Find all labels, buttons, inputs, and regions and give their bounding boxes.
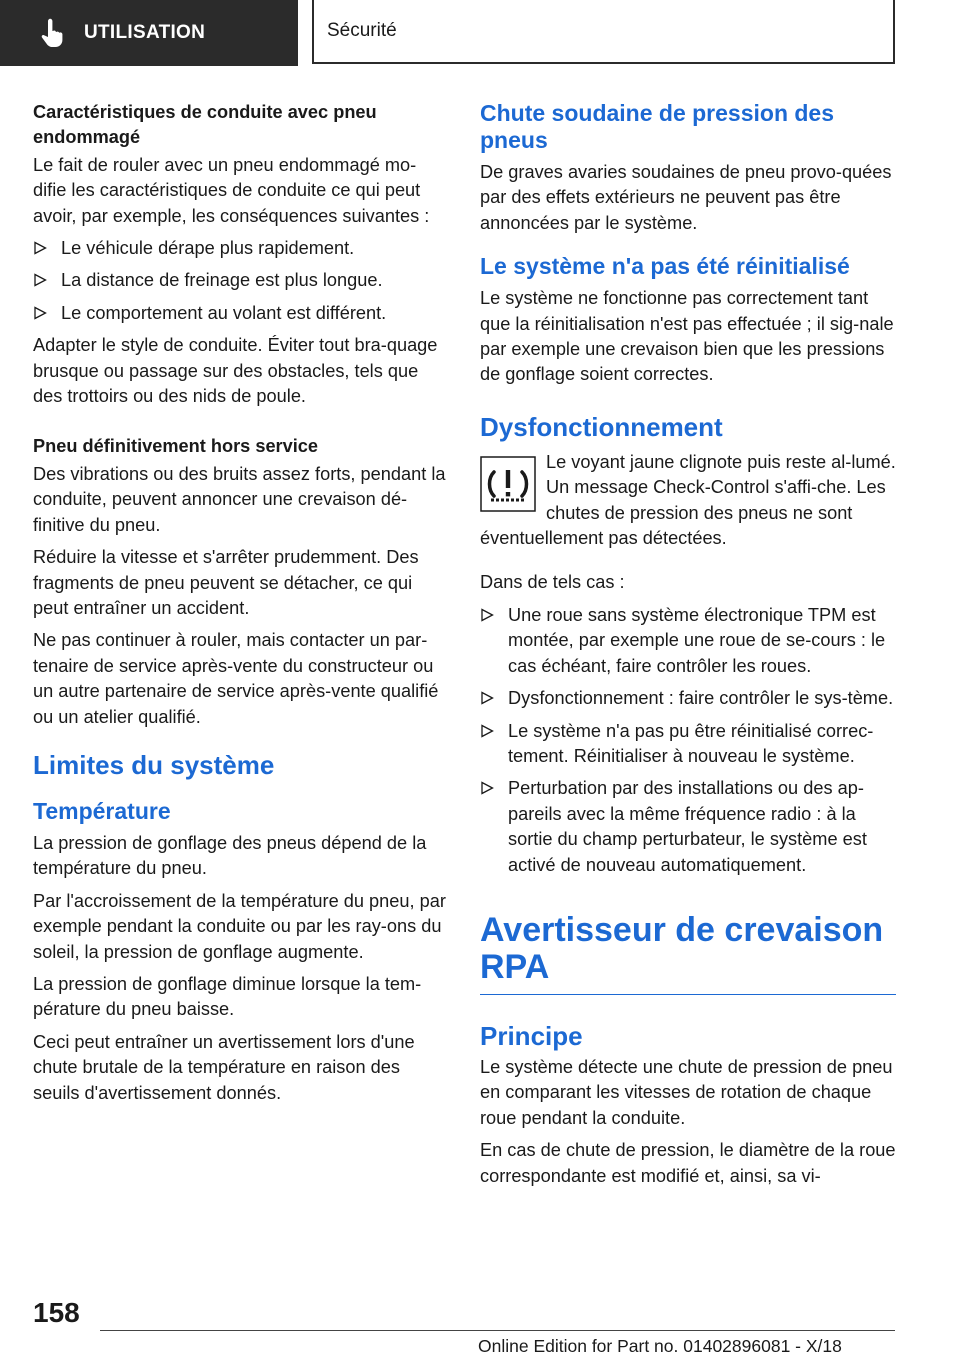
- footer-divider: [100, 1330, 895, 1331]
- triangle-right-icon: [33, 241, 47, 255]
- temperature-paragraph-4: Ceci peut entraîner un avertissement lors d'une chute brutale de la température en raison des seuils d'avertissement donnés.: [33, 1031, 415, 1103]
- list-item: [480, 719, 896, 770]
- right-column: [480, 100, 896, 1196]
- damaged-tire-heading: Caractéristiques de conduite avec pneu endommagé: [33, 102, 377, 148]
- principle-heading: Principe: [480, 1020, 583, 1051]
- triangle-right-icon: [480, 608, 494, 622]
- hand-pointer-icon: [40, 18, 66, 48]
- not-reset-heading: Le système n'a pas été réinitialisé: [480, 253, 850, 280]
- triangle-right-icon: [480, 691, 494, 705]
- list-item: [480, 776, 896, 878]
- list-item-text: Une roue sans système électronique TPM est montée, par exemple une roue de se-cours : le cas échéant, faire contrôler les roues.: [508, 604, 886, 676]
- cases-list: [480, 603, 896, 878]
- list-item-text: La distance de freinage est plus longue.: [61, 270, 383, 291]
- section-tab: [0, 0, 298, 66]
- cases-paragraph: Dans de tels cas :: [480, 572, 625, 593]
- chapter-box: [312, 0, 895, 64]
- triangle-right-icon: [33, 273, 47, 287]
- section-label: UTILISATION: [84, 22, 206, 43]
- out-of-service-paragraph-2: Réduire la vitesse et s'arrêter prudemment. Des fragments de pneu peuvent se détacher, ce qui peut entraîner un accident.: [33, 547, 419, 618]
- rpa-heading: Avertisseur de crevaison RPA: [480, 912, 896, 995]
- malfunction-paragraph: Le voyant jaune clignote puis reste al-lumé. Un message Check-Control s'affi-che. Les chutes de pression des pneus ne sont éventuellement pas détectées.: [480, 451, 896, 549]
- temperature-paragraph-2: Par l'accroissement de la température du pneu, par exemple pendant la conduite ou par les ray-ons du soleil, la pression de gonflage augmente.: [33, 890, 446, 962]
- principle-paragraph-1: Le système détecte une chute de pression de pneu en comparant les vitesses de rotation de chaque roue pendant la conduite.: [480, 1056, 893, 1128]
- tire-pressure-warning-icon: [480, 456, 536, 512]
- out-of-service-paragraph-3: Ne pas continuer à rouler, mais contacter un par-tenaire de service après-vente du constructeur ou un autre partenaire de service après-vente qualifié ou un atelier qualifié.: [33, 630, 439, 727]
- list-item: [33, 268, 447, 293]
- triangle-right-icon: [480, 781, 494, 795]
- edition-note: Online Edition for Part no. 01402896081 - X/18: [478, 1336, 842, 1356]
- out-of-service-heading: Pneu définitivement hors service: [33, 436, 319, 457]
- list-item: [33, 236, 447, 261]
- not-reset-paragraph: Le système ne fonctionne pas correctement tant que la réinitialisation n'est pas effectuée ; il sig-nale par exemple une crevaison bien que les pressions de gonflage soient correctes.: [480, 288, 894, 385]
- list-item-text: Le véhicule dérape plus rapidement.: [61, 238, 355, 259]
- list-item: [480, 686, 896, 711]
- triangle-right-icon: [33, 306, 47, 320]
- list-item-text: Le système n'a pas pu être réinitialisé correc-tement. Réinitialiser à nouveau le système.: [508, 720, 874, 766]
- malfunction-heading: Dysfonctionnement: [480, 411, 723, 442]
- list-item-text: Le comportement au volant est différent.: [61, 302, 387, 323]
- page-number: 158: [33, 1297, 80, 1328]
- out-of-service-paragraph-1: Des vibrations ou des bruits assez forts, pendant la conduite, peuvent annoncer une crevaison dé-finitive du pneu.: [33, 463, 446, 535]
- chapter-label: Sécurité: [327, 20, 397, 41]
- list-item: [480, 603, 896, 679]
- list-item-text: Perturbation par des installations ou des ap-pareils avec la même fréquence radio : à la sortie du champ perturbateur, le système est activé de nouveau automatiquement.: [508, 778, 867, 875]
- damaged-tire-paragraph: Le fait de rouler avec un pneu endommagé mo-difie les caractéristiques de conduite ce qui peut avoir, par exemple, les conséquences suivantes :: [33, 154, 430, 226]
- list-item: [33, 301, 447, 326]
- damaged-tire-list: [33, 236, 447, 326]
- left-column: [33, 100, 447, 1113]
- temperature-paragraph-3: La pression de gonflage diminue lorsque la tem-pérature du pneu baisse.: [33, 973, 422, 1020]
- list-item-text: Dysfonctionnement : faire contrôler le sys-tème.: [508, 688, 894, 709]
- adapt-driving-paragraph: Adapter le style de conduite. Éviter tout bra-quage brusque ou passage sur des obstacles, tels que des trottoirs ou des nids de poule.: [33, 335, 438, 407]
- triangle-right-icon: [480, 724, 494, 738]
- temperature-paragraph-1: La pression de gonflage des pneus dépend de la température du pneu.: [33, 832, 427, 879]
- temperature-heading: Température: [33, 797, 171, 824]
- malfunction-block: [480, 450, 896, 559]
- principle-paragraph-2: En cas de chute de pression, le diamètre de la roue correspondante est modifié et, ainsi, sa vi-: [480, 1140, 896, 1186]
- sudden-drop-heading: Chute soudaine de pression des pneus: [480, 100, 835, 153]
- system-limits-heading: Limites du système: [33, 749, 275, 780]
- sudden-drop-paragraph: De graves avaries soudaines de pneu provo-quées par des effets extérieurs ne peuvent pas être annoncées par le système.: [480, 162, 892, 233]
